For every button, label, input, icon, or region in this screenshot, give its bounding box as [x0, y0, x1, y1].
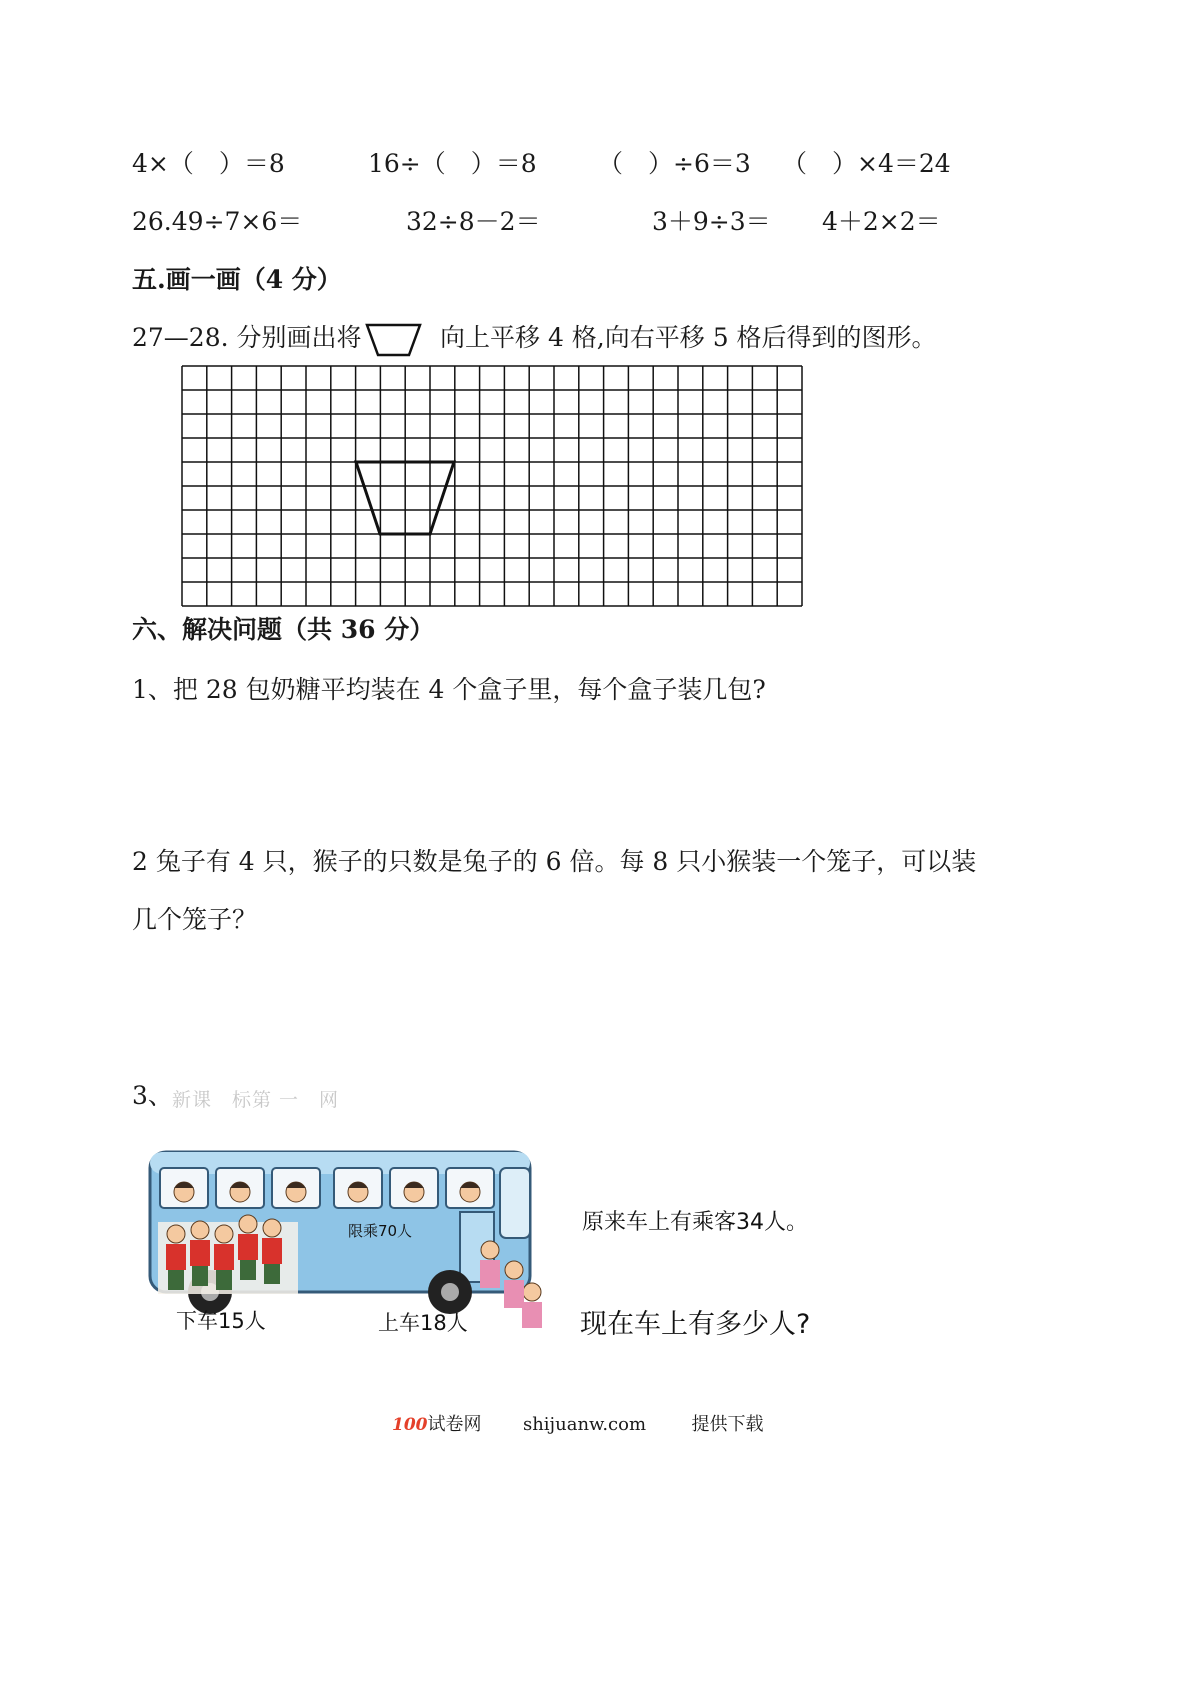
mixed-calc-4: 4＋2×2＝	[822, 207, 941, 236]
question-27-prefix: 27—28. 分别画出将	[132, 323, 362, 352]
equation-3: （ ）÷6＝3	[598, 149, 751, 178]
equation-2: 16÷（ ）＝8	[368, 149, 537, 178]
mixed-calc-3: 3＋9÷3＝	[652, 207, 771, 236]
mixed-calc-2: 32÷8－2＝	[406, 207, 541, 236]
bus-illustration	[140, 1142, 560, 1342]
question-27-suffix: 向上平移 4 格,向右平移 5 格后得到的图形。	[440, 323, 937, 352]
problem-1: 1、把 28 包奶糖平均装在 4 个盒子里，每个盒子装几包?	[132, 675, 766, 704]
drawing-grid[interactable]	[180, 364, 806, 608]
site-url[interactable]: shijuanw.com	[522, 1414, 647, 1435]
mixed-calc-1: 26.49÷7×6＝	[132, 207, 303, 236]
section-5-heading: 五.画一画（4 分）	[132, 265, 342, 294]
label-on-bus: 上车18人	[378, 1311, 468, 1335]
original-passengers-caption: 原来车上有乘客34人。	[582, 1210, 808, 1235]
site-logo-text: 试卷网	[427, 1414, 482, 1435]
section-6-heading: 六、解决问题（共 36 分）	[132, 615, 435, 644]
problem-3-label: 3、	[132, 1081, 173, 1110]
question-caption: 现在车上有多少人?	[580, 1309, 811, 1340]
equation-1: 4×（ ）＝8	[132, 149, 285, 178]
problem-2-line-2: 几个笼子？	[132, 905, 258, 934]
problem-2-line-1: 2 兔子有 4 只，猴子的只数是兔子的 6 倍。每 8 只小猴装一个笼子，可以装	[132, 847, 977, 876]
equation-4: （ ）×4＝24	[782, 149, 951, 178]
bus-sign: 限乘70人	[347, 1222, 413, 1240]
footer	[392, 1414, 764, 1436]
watermark-text: 新课 标第 一 网	[172, 1089, 340, 1111]
site-logo-number: 100	[392, 1415, 428, 1435]
trapezoid-icon	[364, 322, 424, 358]
footer-tagline: 提供下载	[691, 1414, 764, 1435]
label-off-bus: 下车15人	[176, 1309, 266, 1333]
